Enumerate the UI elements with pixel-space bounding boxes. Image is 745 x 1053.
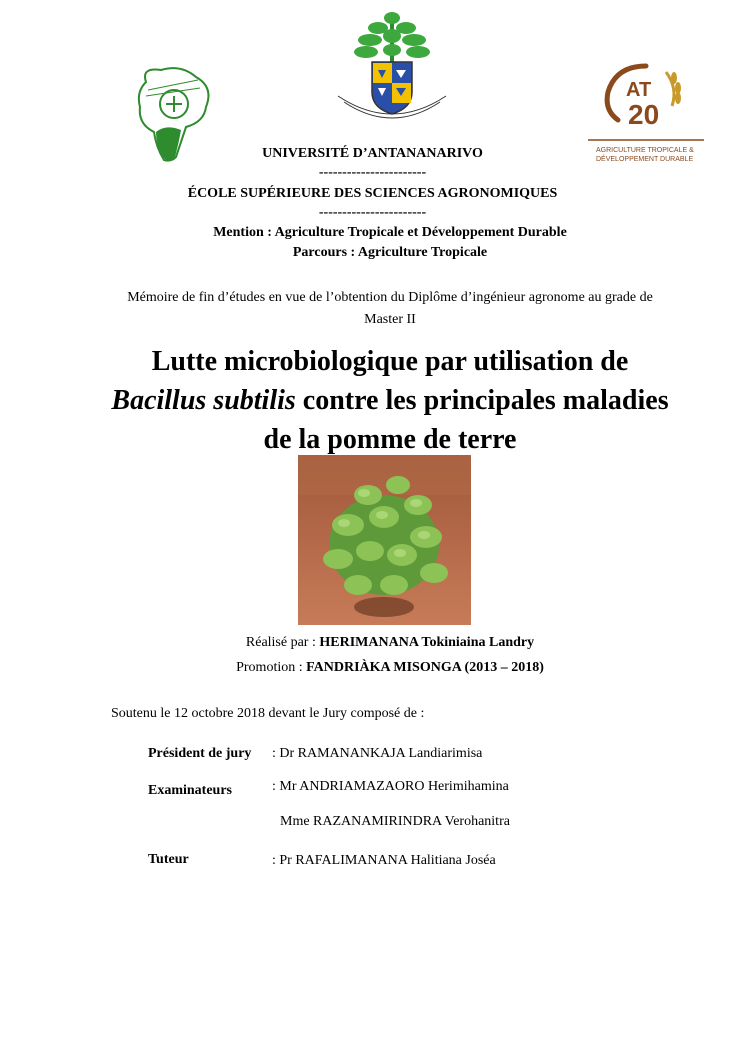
thesis-title (60, 342, 720, 459)
separator-2: ----------------------- (318, 205, 427, 220)
title-line-3: de la pomme de terre (263, 424, 517, 455)
promotion-label: Promotion : (236, 660, 307, 675)
title-italic-species: Bacillus subtilis (111, 385, 296, 416)
memoire-description (100, 287, 680, 331)
at-badge-text: AT (626, 79, 652, 101)
promotion (0, 659, 745, 677)
title-line-2 (60, 381, 720, 420)
author-name: HERIMANANA Tokiniaina Landry (319, 635, 535, 650)
university-logo (330, 8, 454, 136)
realise-par (0, 634, 745, 652)
svg-text:DÉVELOPPEMENT DURABLE: DÉVELOPPEMENT DURABLE (596, 156, 694, 163)
examinateurs-label: Examinateurs (148, 783, 232, 798)
examinateur-2: Mme RAZANAMIRINDRA Verohanitra (280, 814, 510, 829)
memoire-line-2: Master II (364, 312, 416, 327)
mention: Mention : Agriculture Tropicale et Développement Durable (213, 225, 567, 240)
university-name: UNIVERSITÉ D’ANTANANARIVO (262, 146, 483, 161)
school-name: ÉCOLE SUPÉRIEURE DES SCIENCES AGRONOMIQUES (187, 186, 558, 201)
promotion-name: FANDRIÀKA MISONGA (2013 – 2018) (306, 660, 544, 675)
separator-1: ----------------------- (318, 165, 427, 180)
title-line-2-rest: contre les principales maladies (295, 385, 669, 416)
tuteur-label: Tuteur (148, 852, 189, 867)
examinateur-1: : Mr ANDRIAMAZAORO Herimihamina (272, 779, 509, 794)
at-number-text: 20 (628, 99, 660, 130)
memoire-line-1: Mémoire de fin d’études en vue de l’obtention du Diplôme d’ingénieur agronome au grade de (127, 290, 653, 305)
president-label: Président de jury (148, 746, 252, 761)
svg-text:AGRICULTURE TROPICALE &: AGRICULTURE TROPICALE & (596, 147, 694, 154)
soutenu-line: Soutenu le 12 octobre 2018 devant le Jury composé de : (111, 706, 425, 721)
tuteur-value: : Pr RAFALIMANANA Halitiana Joséa (272, 853, 496, 868)
title-line-1: Lutte microbiologique par utilisation de (151, 346, 629, 377)
parcours: Parcours : Agriculture Tropicale (292, 245, 488, 260)
president-value: : Dr RAMANANKAJA Landiarimisa (272, 746, 483, 761)
potato-plant-photo (298, 455, 471, 625)
realise-label: Réalisé par : (245, 635, 320, 650)
